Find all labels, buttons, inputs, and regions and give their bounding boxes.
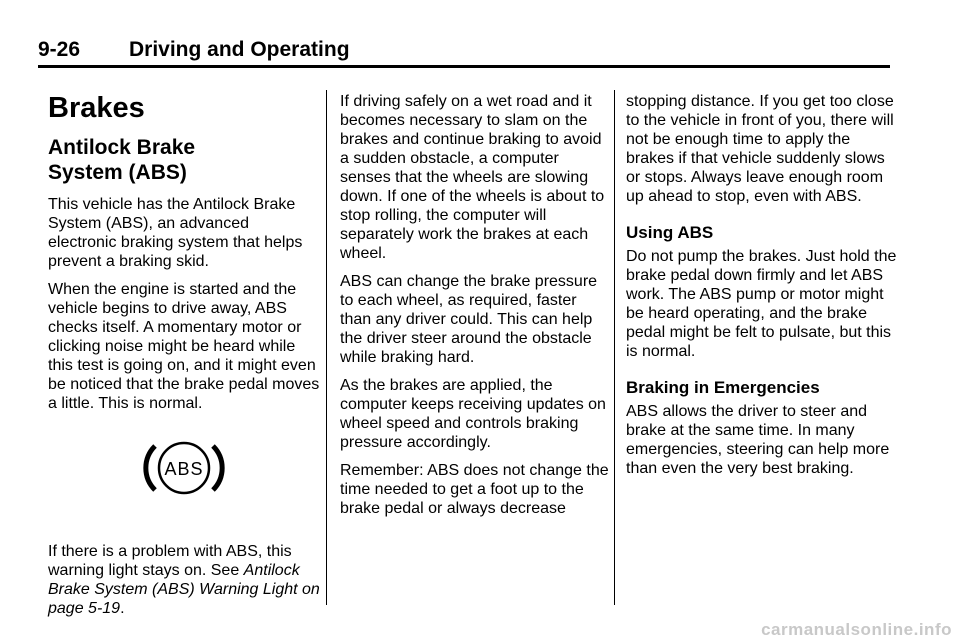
abs-warning-icon bbox=[143, 438, 225, 498]
warning-light-text: If there is a problem with ABS, this warning light stays on. See bbox=[48, 543, 292, 579]
abs-icon-label: ABS bbox=[164, 459, 204, 479]
paragraph-using-abs: Do not pump the brakes. Just hold the brake pedal down firmly and let ABS work. The ABS pump or motor might be heard operating, and the brake pedal might be felt to pulsate, but this is normal. bbox=[626, 248, 897, 360]
paragraph-brake-pressure: ABS can change the brake pressure to each wheel, as required, faster than any driver could. This can help the driver steer around the obstacle while braking hard. bbox=[340, 273, 598, 366]
column-divider-2 bbox=[614, 90, 615, 605]
paragraph-abs-intro: This vehicle has the Antilock Brake System (ABS), an advanced electronic braking system that helps prevent a braking skid. bbox=[48, 196, 303, 270]
heading-using-abs: Using ABS bbox=[626, 223, 714, 242]
page-title: Brakes bbox=[48, 92, 145, 124]
cross-reference-link[interactable]: Antilock Brake System (ABS) Warning Light on page 5‑19 bbox=[48, 562, 320, 617]
column-divider-1 bbox=[326, 90, 327, 605]
paragraph-self-check: When the engine is started and the vehicle begins to drive away, ABS checks itself. A momentary motor or clicking noise might be heard while this test is going on, and it might even be noticed that the brake pedal moves a little. This is normal. bbox=[48, 281, 320, 412]
paragraph-remember: Remember: ABS does not change the time needed to get a foot up to the brake pedal or always decrease bbox=[340, 462, 609, 517]
column-2 bbox=[340, 92, 612, 518]
watermark: carmanualsonline.info bbox=[761, 620, 952, 639]
page-number: 9-26 bbox=[38, 38, 81, 61]
subtitle-line-1: Antilock Brake bbox=[48, 136, 196, 159]
warning-light-end: . bbox=[120, 600, 125, 617]
page-header bbox=[38, 32, 890, 68]
paragraph-braking-emergencies: ABS allows the driver to steer and brake at the same time. In many emergencies, steering can help more than even the very best braking. bbox=[626, 403, 890, 477]
paragraph-updates: As the brakes are applied, the computer keeps receiving updates on wheel speed and controls braking pressure accordingly. bbox=[340, 377, 606, 451]
section-title: Driving and Operating bbox=[129, 38, 350, 61]
paragraph-wet-road: If driving safely on a wet road and it becomes necessary to slam on the brakes and continue braking to avoid a sudden obstacle, a computer senses that the wheels are slowing down. If one of the wheels is about to stop rolling, the computer will separately work the brakes at each wheel. bbox=[340, 93, 605, 262]
paragraph-warning-light bbox=[48, 542, 320, 618]
paragraph-stopping-distance: stopping distance. If you get too close to the vehicle in front of you, there will not be enough time to apply the brakes if that vehicle suddenly slows or stops. Always leave enough room up ahead to stop, even with ABS. bbox=[626, 93, 894, 205]
column-3 bbox=[626, 92, 898, 478]
subtitle-line-2: System (ABS) bbox=[48, 161, 187, 184]
header-rule bbox=[38, 65, 890, 68]
column-1 bbox=[48, 92, 320, 618]
heading-braking-emergencies: Braking in Emergencies bbox=[626, 378, 820, 397]
